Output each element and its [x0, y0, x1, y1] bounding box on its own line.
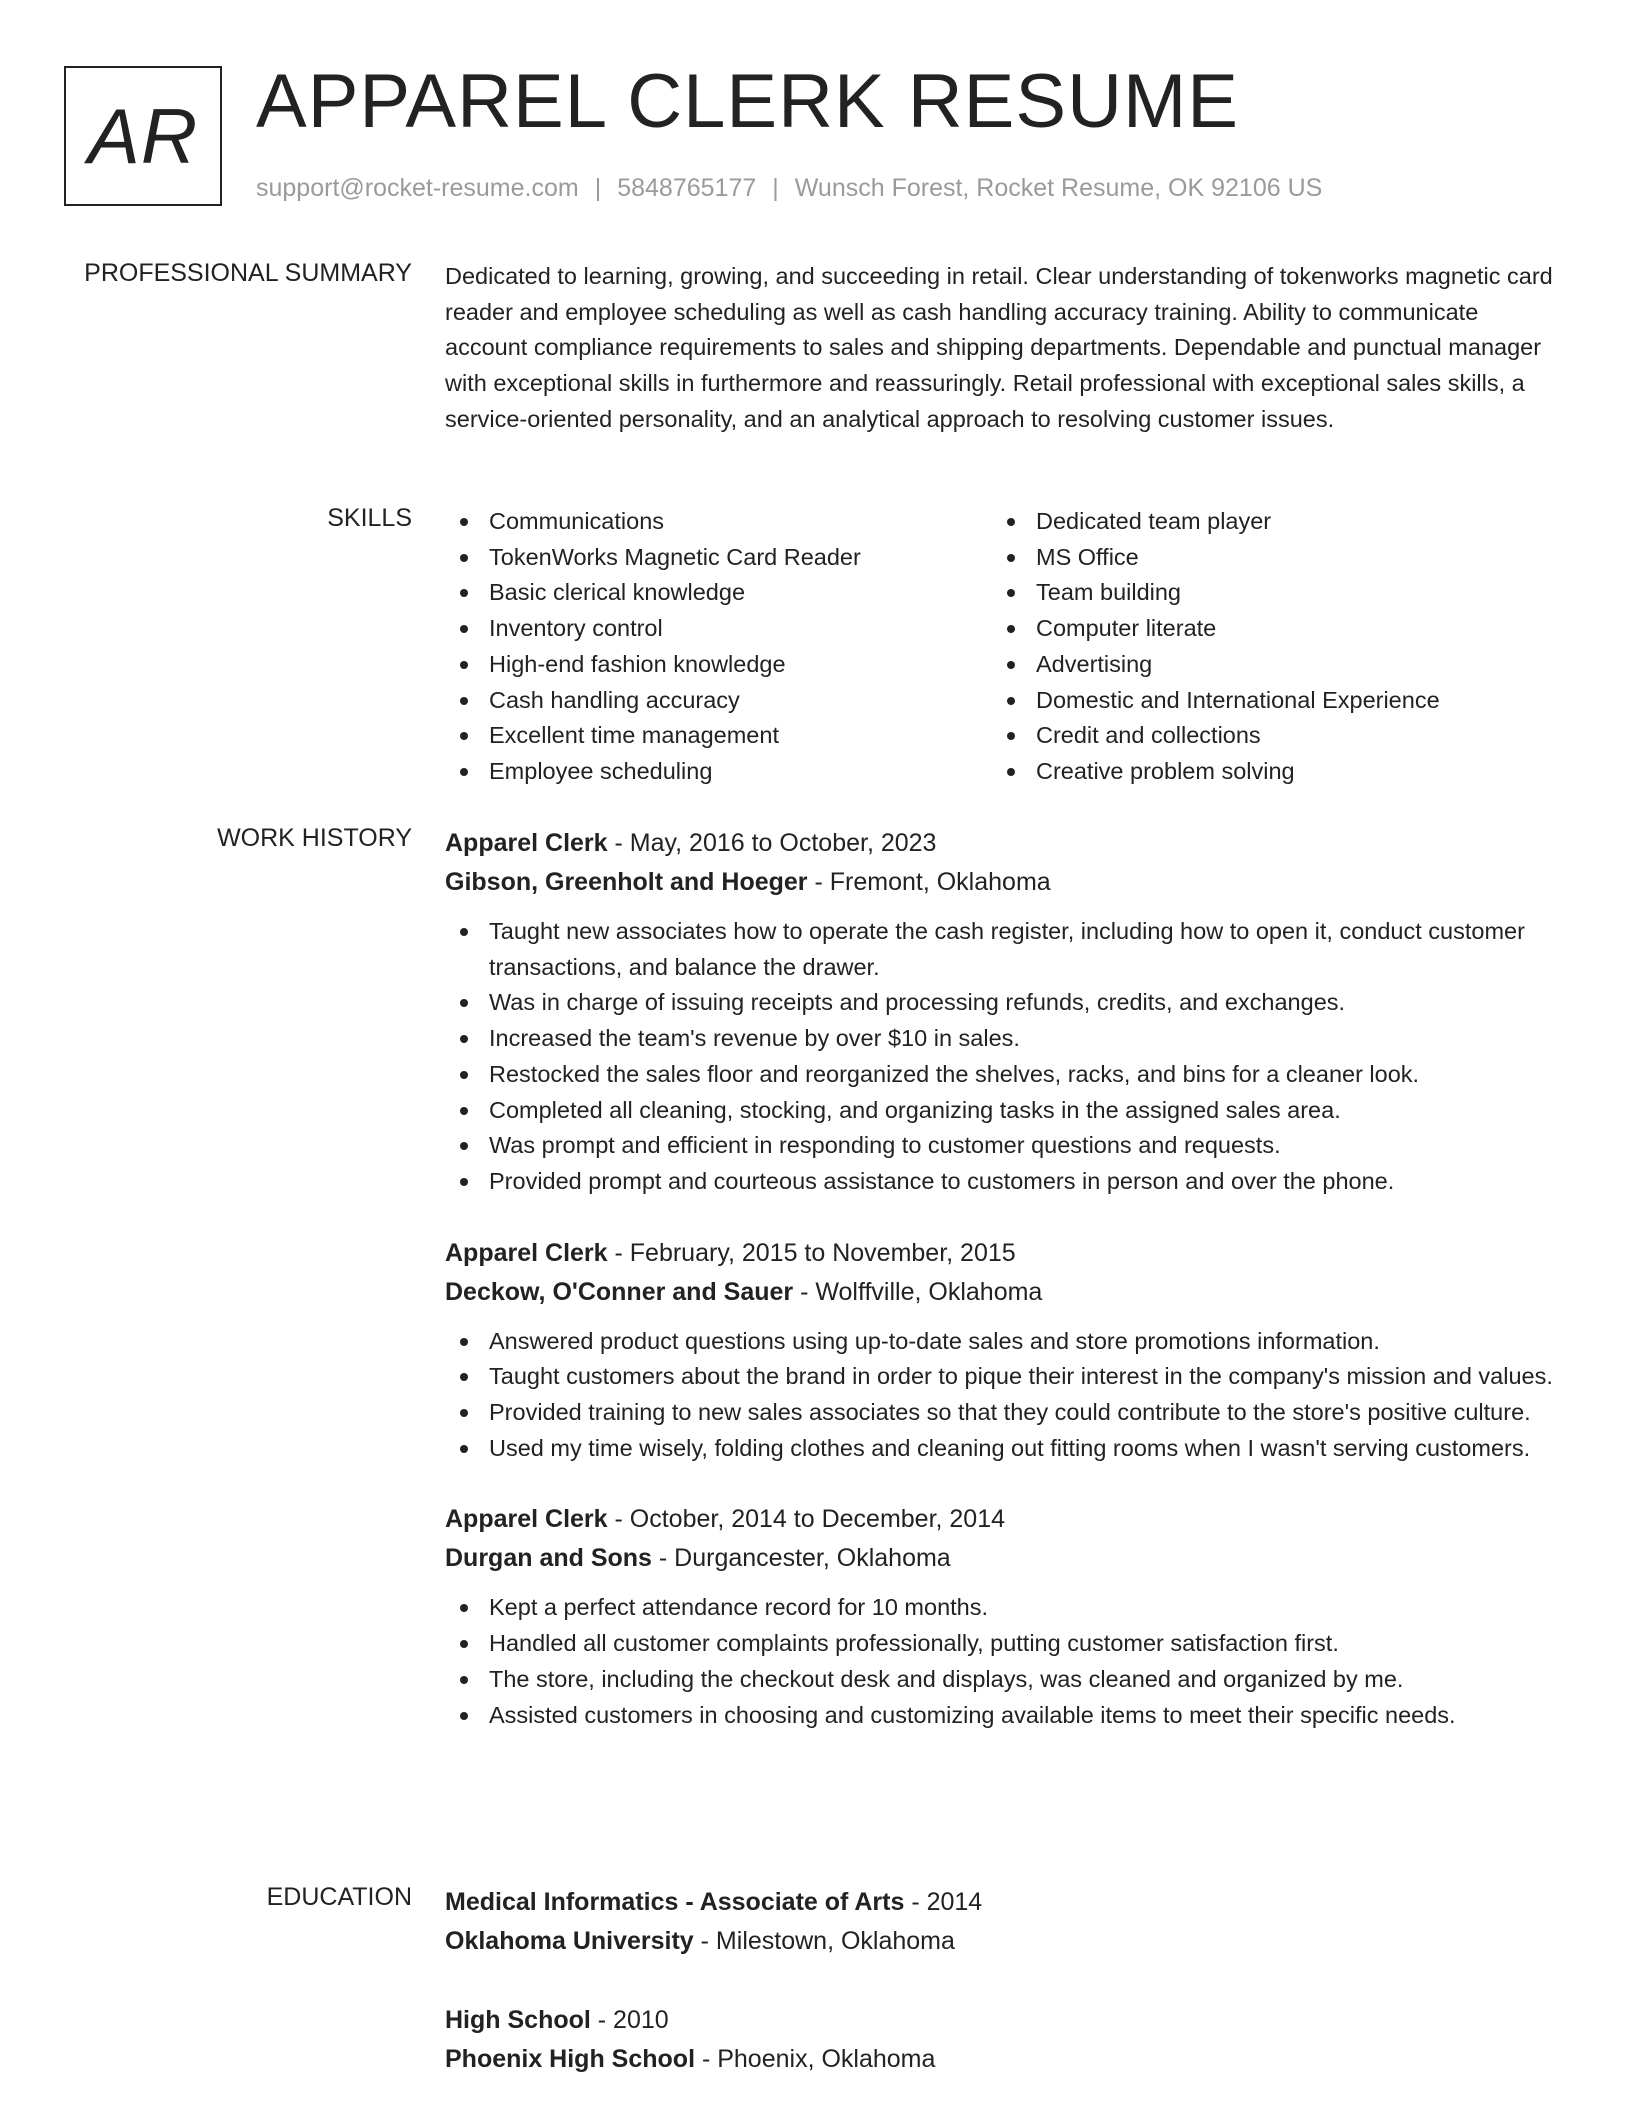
education-entry [445, 2001, 1560, 2079]
education-year: - 2014 [904, 1888, 983, 1916]
job-bullet: Was prompt and efficient in responding to customer questions and requests. [445, 1128, 1560, 1164]
skill-item: Cash handling accuracy [445, 683, 992, 719]
job-bullet: Was in charge of issuing receipts and processing refunds, credits, and exchanges. [445, 985, 1560, 1021]
contact-address: Wunsch Forest, Rocket Resume, OK 92106 US [794, 174, 1323, 202]
education-degree: Medical Informatics - Associate of Arts [445, 1888, 905, 1916]
education-entry [445, 1883, 1560, 1961]
skill-item: Creative problem solving [992, 754, 1539, 790]
job-entry [445, 1234, 1560, 1467]
skill-item: MS Office [992, 540, 1539, 576]
skill-item: Inventory control [445, 611, 992, 647]
job-entry [445, 1500, 1560, 1733]
job-bullets [445, 914, 1560, 1200]
skill-item: Team building [992, 575, 1539, 611]
job-location: - Fremont, Oklahoma [807, 868, 1051, 896]
job-company-line [445, 863, 1560, 902]
job-title: Apparel Clerk [445, 1505, 608, 1534]
job-location: - Wolffville, Oklahoma [793, 1277, 1043, 1306]
skill-item: Credit and collections [992, 718, 1539, 754]
skill-item: High-end fashion knowledge [445, 647, 992, 683]
job-dates: - October, 2014 to December, 2014 [607, 1505, 1006, 1534]
education-degree: High School [445, 2006, 591, 2034]
job-location: - Durgancester, Oklahoma [651, 1544, 951, 1573]
section-label-summary: PROFESSIONAL SUMMARY [84, 259, 412, 287]
job-title-line [445, 1500, 1560, 1539]
skill-item: Basic clerical knowledge [445, 575, 992, 611]
skill-item: Employee scheduling [445, 754, 992, 790]
skills-list-right [992, 504, 1539, 790]
section-label-education: EDUCATION [266, 1883, 412, 1911]
education-school-line [445, 2040, 1560, 2079]
monogram-initials: AR [87, 91, 199, 180]
job-company: Gibson, Greenholt and Hoeger [445, 868, 808, 896]
job-bullet: Kept a perfect attendance record for 10 months. [445, 1590, 1560, 1626]
skills-grid [445, 504, 1560, 790]
job-bullet: The store, including the checkout desk and displays, was cleaned and organized by me. [445, 1662, 1560, 1698]
job-dates: - May, 2016 to October, 2023 [607, 829, 937, 857]
skill-item: TokenWorks Magnetic Card Reader [445, 540, 992, 576]
job-dates: - February, 2015 to November, 2015 [607, 1238, 1016, 1267]
job-entry [445, 824, 1560, 1200]
job-bullet: Restocked the sales floor and reorganized the shelves, racks, and bins for a cleaner look. [445, 1057, 1560, 1093]
education-year: - 2010 [590, 2006, 669, 2034]
job-bullet: Taught new associates how to operate the cash register, including how to open it, conduct customer transactions, and balance the drawer. [445, 914, 1560, 985]
job-bullet: Provided training to new sales associates so that they could contribute to the store's positive culture. [445, 1395, 1560, 1431]
job-company-line [445, 1273, 1560, 1312]
skill-item: Communications [445, 504, 992, 540]
monogram-badge [64, 66, 222, 206]
job-bullet: Taught customers about the brand in order to pique their interest in the company's mission and values. [445, 1359, 1560, 1395]
job-bullet: Increased the team's revenue by over $10 in sales. [445, 1021, 1560, 1057]
job-title-line [445, 824, 1560, 863]
education-school: Oklahoma University [445, 1927, 694, 1955]
education-school: Phoenix High School [445, 2045, 696, 2073]
job-company: Durgan and Sons [445, 1544, 652, 1573]
skills-list-left [445, 504, 992, 790]
contact-email[interactable]: support@rocket-resume.com [256, 174, 579, 202]
contact-phone[interactable]: 5848765177 [617, 174, 757, 202]
education-degree-line [445, 1883, 1560, 1922]
summary-text: Dedicated to learning, growing, and succeeding in retail. Clear understanding of tokenworks magnetic card reader and employee scheduling as well as cash handling accuracy training. Ability to communicate account compliance requirements to sales and shipping departments. Dependable and punctual manager with exceptional skills in furthermore and reassuringly. Retail professional with exceptional sales skills, a service-oriented personality, and an analytical approach to resolving customer issues. [445, 263, 1553, 432]
job-bullet: Provided prompt and courteous assistance to customers in person and over the phone. [445, 1164, 1560, 1200]
education-location: - Milestown, Oklahoma [693, 1927, 955, 1955]
job-bullet: Handled all customer complaints professionally, putting customer satisfaction first. [445, 1626, 1560, 1662]
section-label-skills: SKILLS [327, 504, 412, 532]
education-container [445, 1883, 1560, 2119]
contact-separator: | [772, 174, 779, 202]
job-company: Deckow, O'Conner and Sauer [445, 1277, 794, 1306]
skill-item: Computer literate [992, 611, 1539, 647]
job-bullet: Assisted customers in choosing and customizing available items to meet their specific needs. [445, 1698, 1560, 1734]
skill-item: Dedicated team player [992, 504, 1539, 540]
job-bullet: Completed all cleaning, stocking, and organizing tasks in the assigned sales area. [445, 1093, 1560, 1129]
resume-title: APPAREL CLERK RESUME [256, 59, 1239, 144]
education-location: - Phoenix, Oklahoma [695, 2045, 936, 2073]
job-bullet: Answered product questions using up-to-date sales and store promotions information. [445, 1324, 1560, 1360]
job-title-line [445, 1234, 1560, 1273]
job-title: Apparel Clerk [445, 829, 608, 857]
job-bullets [445, 1590, 1560, 1733]
skill-item: Excellent time management [445, 718, 992, 754]
job-bullets [445, 1324, 1560, 1467]
contact-separator: | [594, 174, 602, 202]
skill-item: Advertising [992, 647, 1539, 683]
job-bullet: Used my time wisely, folding clothes and cleaning out fitting rooms when I wasn't serving customers. [445, 1431, 1560, 1467]
education-school-line [445, 1922, 1560, 1961]
contact-line [256, 174, 1322, 203]
job-title: Apparel Clerk [445, 1238, 608, 1267]
job-company-line [445, 1539, 1560, 1578]
education-degree-line [445, 2001, 1560, 2040]
jobs-container [445, 824, 1560, 1767]
skill-item: Domestic and International Experience [992, 683, 1539, 719]
section-label-work-history: WORK HISTORY [217, 824, 412, 852]
